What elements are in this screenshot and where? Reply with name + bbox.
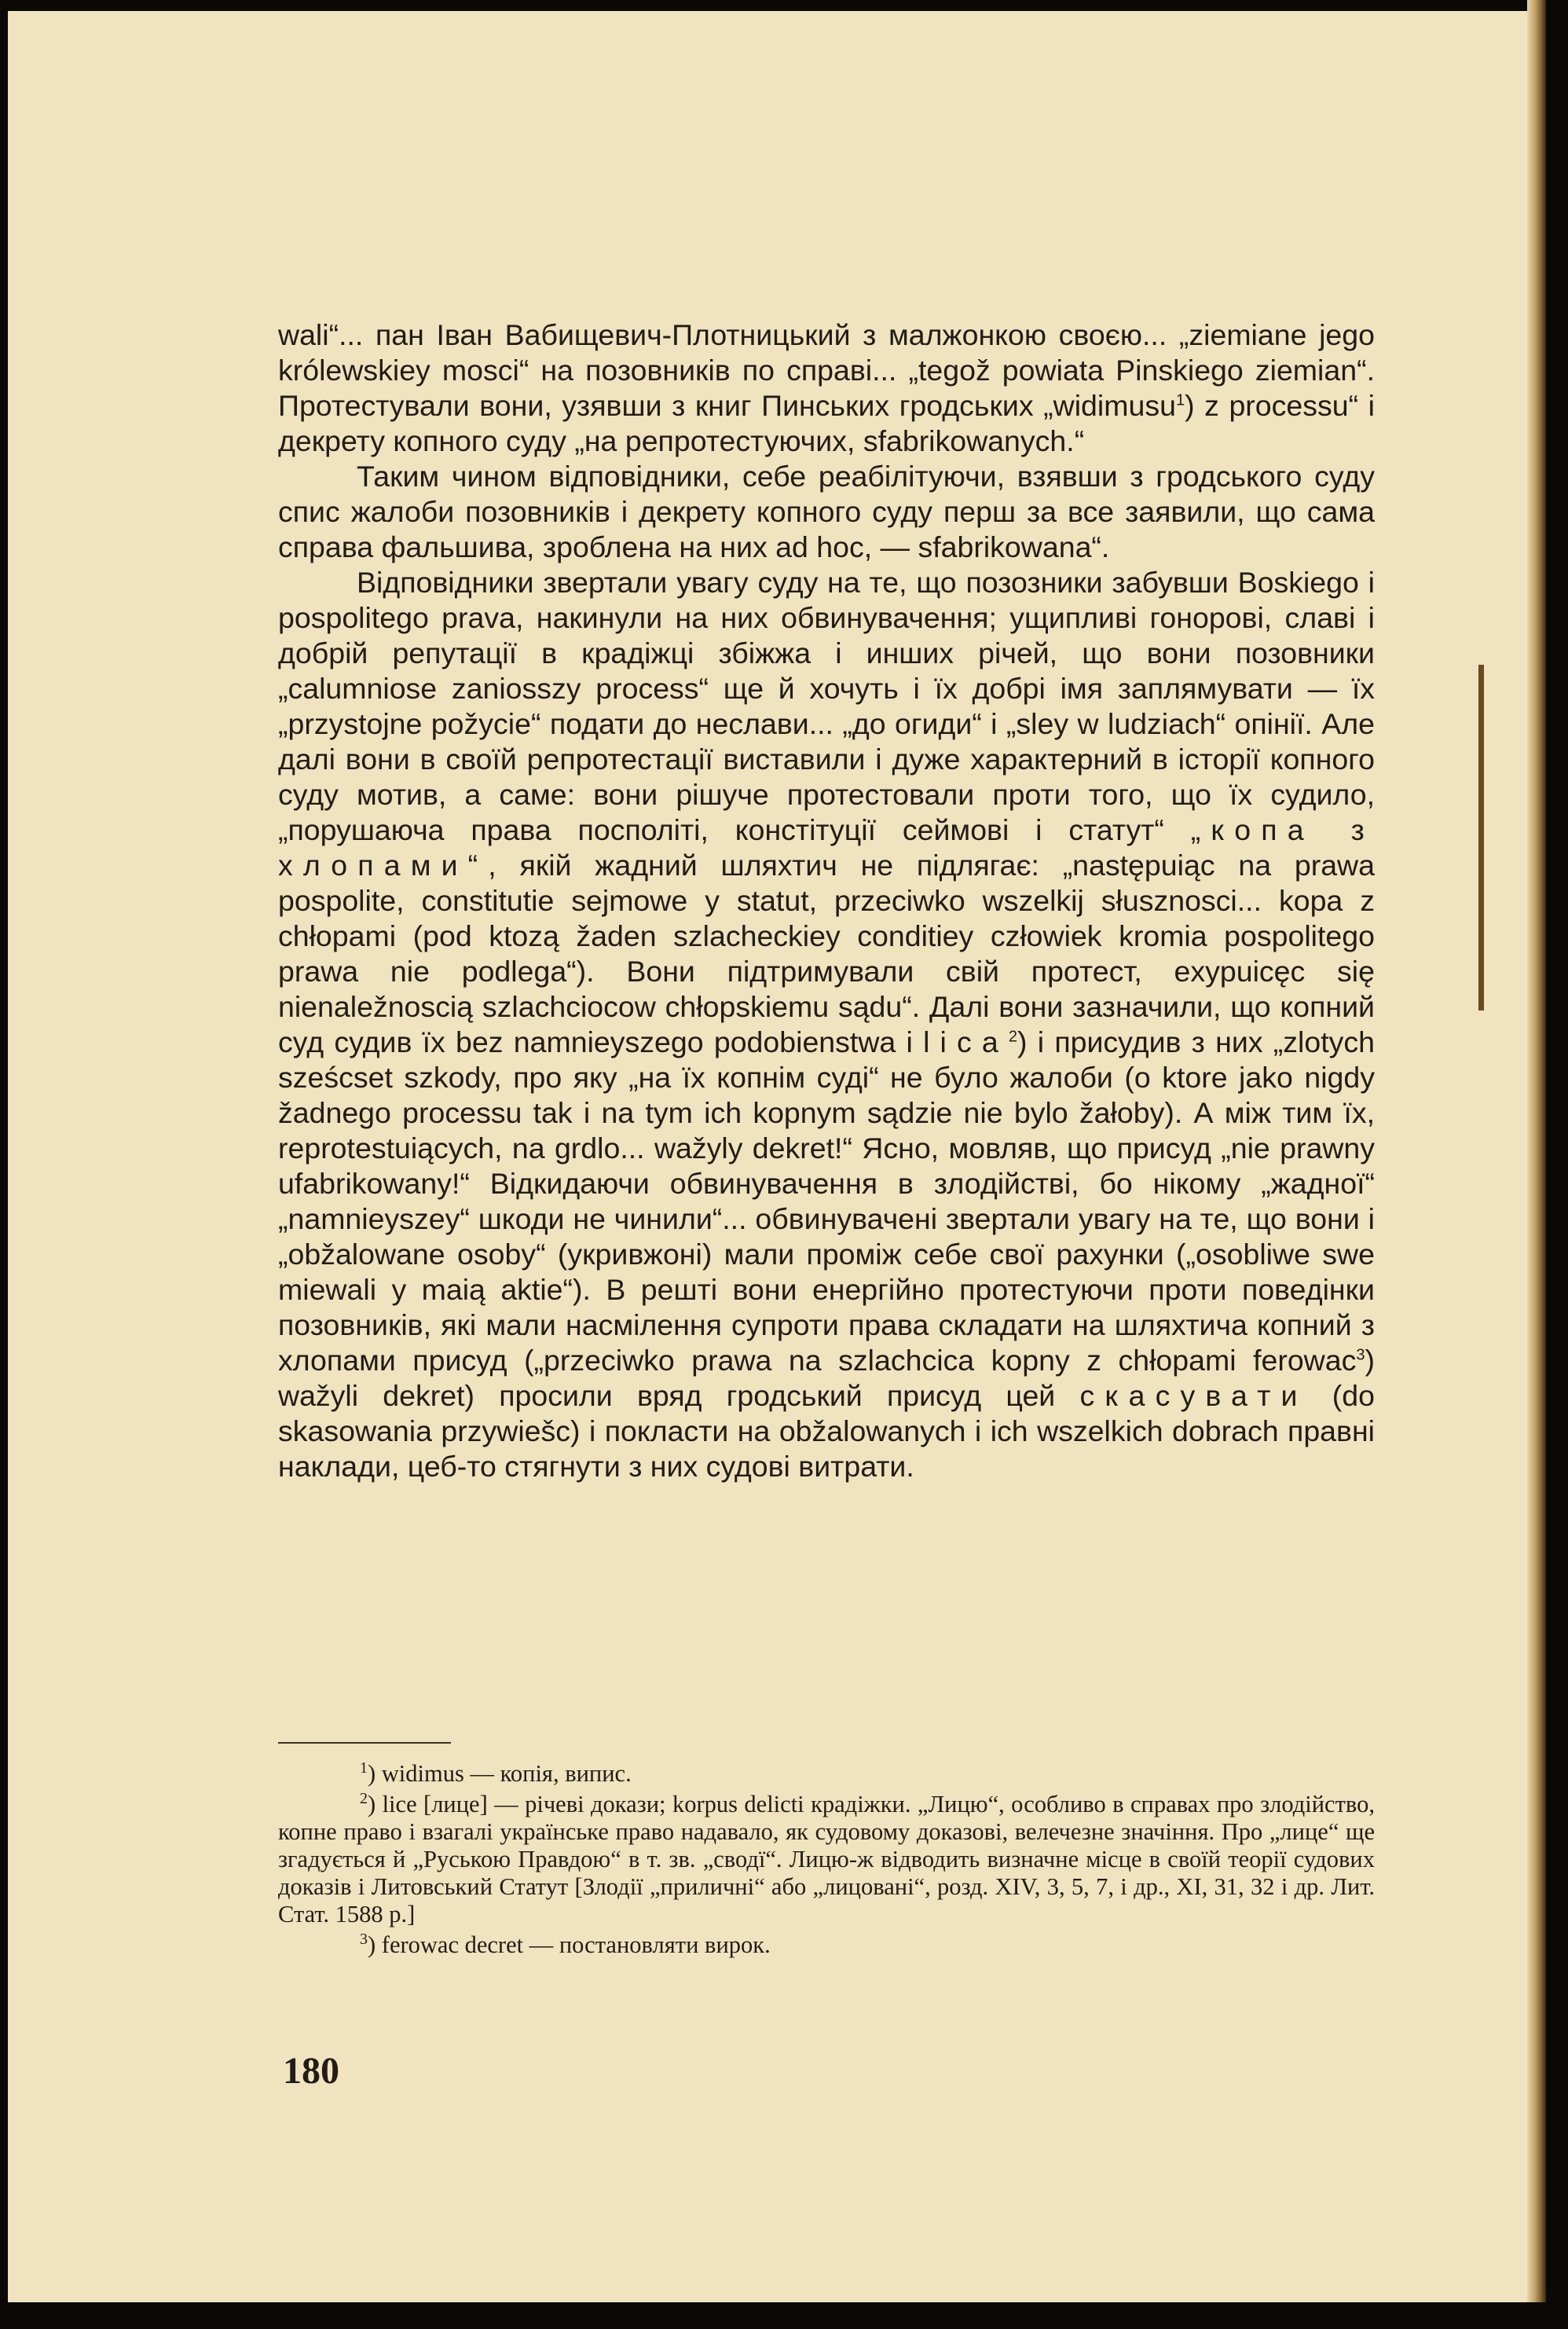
footnote-text: ) ferowac decret — постановляти вирок. <box>368 1931 771 1958</box>
text-run: , якій жадний шляхтич не підлягає: „następuiąc na prawa pospolite, constitutie sejmowe y statut, przeciwko wszelkij słusznosci... kopa z chłopami (pod ktozą žaden szlacheckiey conditiey człowiek kromia pospolitego prawa nie podlega“). Вони підтримували свій протест, exypuicęc się nienaležnoscią szlachciocow chłopskiemu sądu“. Далі вони зазначили, що копний суд судив їх bez namnieyszego podobienstwa i <box>278 849 1375 1058</box>
footnote-text: ) lice [лице] — річеві докази; korpus delicti крадіжки. „Лицю“, особливо в справах про злодійство, копне право і взагалі українське право надавало, як судовому доказові, велечезне значіння. Про „лице“ ще згадується й „Руською Правдою“ в т. зв. „сводї“. Лицю-ж відводить визначне місце в своїй теорії судових доказів і Литовський Статут [Злодії „приличні“ або „лицовані“, розд. XIV, 3, 5, 7, і др., XI, 31, 32 і др. Лит. Стат. 1588 р.] <box>278 1791 1375 1927</box>
main-text <box>278 317 1375 1484</box>
spaced-emphasis: скасувати <box>1079 1379 1308 1412</box>
footnote-ref-3: 3 <box>1356 1346 1365 1364</box>
book-gutter <box>1527 0 1546 2302</box>
text-run: ) і присудив з них „zlotych sześcset szkody, про яку „на їх копнім суді“ не було жалоби (o ktore jako nigdy žadnego processu tak i na tym ich kopnym sądzie nie bylo žałoby). А між тим їх, reprotestuiących, na grdlo... wažyly dekret!“ Ясно, мовляв, що присуд „nie prawny ufabrikowany!“ Відкидаючи обвинувачення в злодійстві, бо нікому „жадної“ „namnieyszey“ шкоди не чинили“... обвинувачені звертали увагу на те, що вони і „obžalowane osoby“ (укривжоні) мали проміж себе свої рахунки („osobliwe swe miewali y maią aktie“). В решті вони енергійно протестуючи проти поведінки позовників, які мали насмілення супроти права складати на шляхтича копний з хлопами присуд („przeciwko prawa na szlachcica kopny z chłopami ferowac <box>278 1025 1375 1377</box>
spaced-emphasis: „копа з хлопами“ <box>278 813 1375 882</box>
text-run: Таким чином відповідники, себе реабілітуючи, взявши з гродського суду спис жалоби позовників і декрету копного суду перш за все заявили, що сама справа фальшива, зроблена на них ad hoc, — sfabrikowana“. <box>278 460 1375 563</box>
paragraph-1 <box>278 317 1375 459</box>
footnote-ref-2: 2 <box>1008 1028 1017 1046</box>
paragraph-3 <box>278 565 1375 1484</box>
text-run: Відповідники звертали увагу суду на те, що позозники забувши Boskiego i pospolitego prava, накинули на них обвинувачення; ущипливі гонорові, славі і добрій репутації в крадіжці збіжжа і инших річей, що вони позовники „calumniose zaniosszy process“ ще й хочуть і їх добрі імя заплямувати — їх „przystojne požycie“ подати до неслави... „до огиди“ і „sley w ludziach“ опінії. Але далі вони в своїй репротестації виставили і дуже характерний в історії копного суду мотив, а саме: вони рішуче протестовали проти того, що їх судило, „порушаюча права посполіті, констітуції сеймові і статут“ <box>278 566 1375 846</box>
text-run: ) wažyli dekret) просили вряд гродський присуд цей <box>278 1344 1375 1412</box>
footnote-2 <box>278 1791 1375 1928</box>
text-run: (do skasowania przywiešc) і покласти на obžalowanych i ich wszelkich dobrach правні наклади, цеб-то стягнути з них судові витрати. <box>278 1379 1375 1483</box>
text-run: wali“... пан Іван Вабищевич-Плотницький з малжонкою своєю... „ziemiane jego królewskiey mosci“ на позовників по справі... „tegož powiata Pinskiego ziemian“. Протестували вони, узявши з книг Пинських гродських „widimusu <box>278 318 1375 422</box>
footnote-separator <box>278 1742 451 1744</box>
footnote-1 <box>278 1760 1375 1788</box>
footnote-mark: 3 <box>360 1930 368 1948</box>
page-number: 180 <box>283 2050 339 2092</box>
spaced-emphasis: lica <box>923 1025 1009 1058</box>
footnote-mark: 1 <box>360 1759 368 1777</box>
text-run: ) z processu“ і декрету копного суду „на репротестуючих, sfabrikowanych.“ <box>278 389 1375 457</box>
footnote-ref-1: 1 <box>1175 391 1185 409</box>
margin-marker <box>1478 665 1484 1010</box>
footnotes <box>278 1760 1375 1962</box>
footnote-text: ) widimus — копія, випис. <box>368 1760 632 1787</box>
footnote-3 <box>278 1931 1375 1959</box>
paragraph-2 <box>278 459 1375 565</box>
footnote-mark: 2 <box>360 1789 368 1807</box>
